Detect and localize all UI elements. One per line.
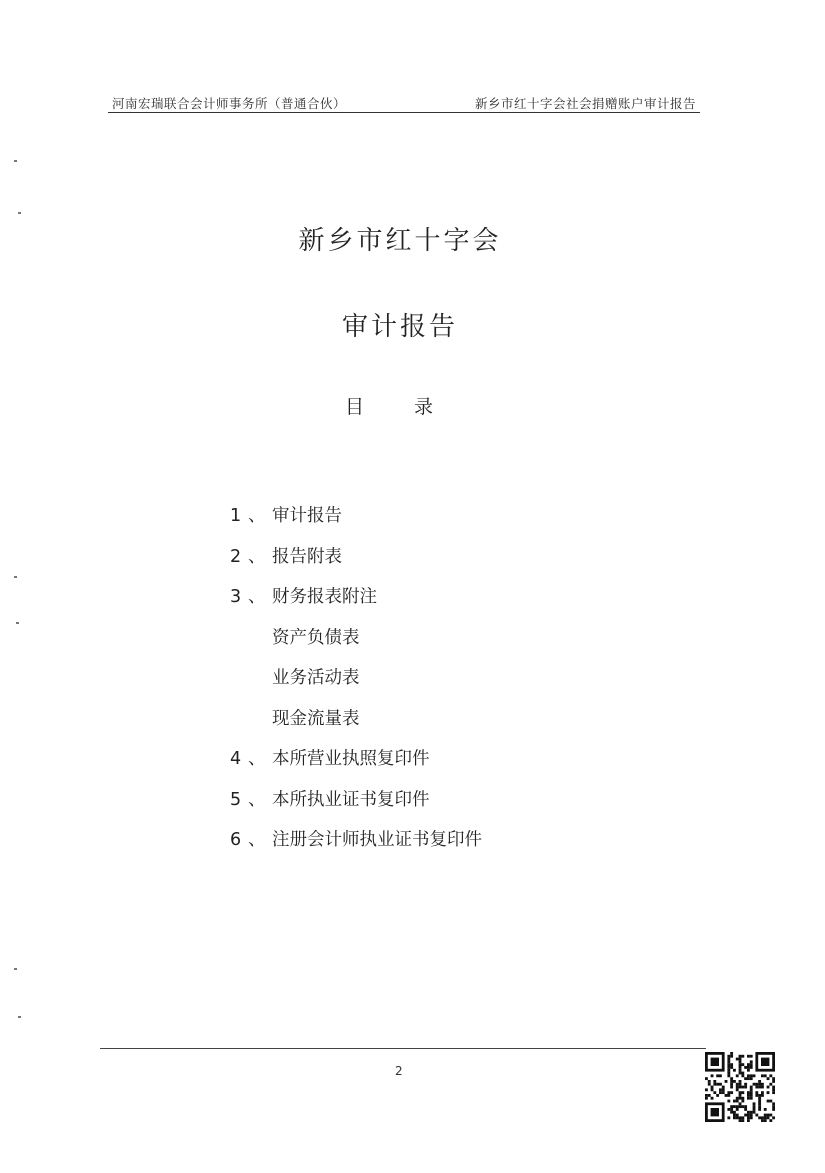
toc-item-label: 注册会计师执业证书复印件	[272, 830, 482, 850]
toc-item-separator: 、	[248, 789, 266, 810]
toc-item-number: 5	[230, 789, 242, 810]
toc-item	[230, 826, 482, 867]
toc-item-label: 财务报表附注	[272, 587, 377, 607]
scan-speck	[14, 160, 17, 162]
toc-item-label: 本所执业证书复印件	[272, 789, 430, 810]
toc-item	[230, 786, 482, 827]
toc-item-separator: 、	[248, 749, 266, 769]
scan-speck	[18, 212, 21, 214]
toc-item-separator: 、	[248, 830, 266, 850]
document-title-organization: 新乡市红十字会	[298, 226, 502, 256]
toc-item-number: 6	[230, 830, 242, 850]
toc-subitem	[230, 664, 482, 705]
toc-item	[230, 543, 482, 584]
table-of-contents	[230, 502, 482, 867]
page-header	[108, 94, 700, 113]
page-number: 2	[395, 1064, 403, 1078]
toc-item-number: 4	[230, 749, 242, 769]
toc-item	[230, 583, 482, 624]
toc-subitem-label: 业务活动表	[272, 668, 360, 688]
toc-item-separator: 、	[248, 546, 266, 567]
header-firm-name: 河南宏瑞联合会计师事务所（普通合伙）	[112, 96, 347, 111]
scan-speck	[16, 622, 19, 624]
toc-item	[230, 745, 482, 786]
toc-item-label: 本所营业执照复印件	[272, 749, 430, 769]
toc-subitem-label: 资产负债表	[272, 627, 360, 648]
toc-item-label: 报告附表	[272, 546, 342, 567]
header-report-name: 新乡市红十字会社会捐赠账户审计报告	[474, 96, 696, 111]
toc-item-separator: 、	[248, 506, 266, 526]
qr-code-icon	[705, 1052, 775, 1122]
toc-subitem	[230, 624, 482, 665]
contents-heading: 目 录	[344, 396, 456, 418]
toc-subitem	[230, 705, 482, 746]
document-title-report: 审计报告	[341, 312, 458, 342]
toc-item-number: 1	[230, 506, 242, 526]
scan-speck	[18, 1016, 21, 1018]
toc-subitem-label: 现金流量表	[272, 708, 360, 729]
toc-item-number: 2	[230, 546, 242, 567]
toc-item-number: 3	[230, 587, 242, 607]
toc-item-label: 审计报告	[272, 506, 342, 526]
scan-speck	[14, 576, 17, 578]
scan-speck	[14, 968, 17, 970]
toc-item	[230, 502, 482, 543]
footer-rule	[100, 1048, 706, 1049]
toc-item-separator: 、	[248, 587, 266, 607]
